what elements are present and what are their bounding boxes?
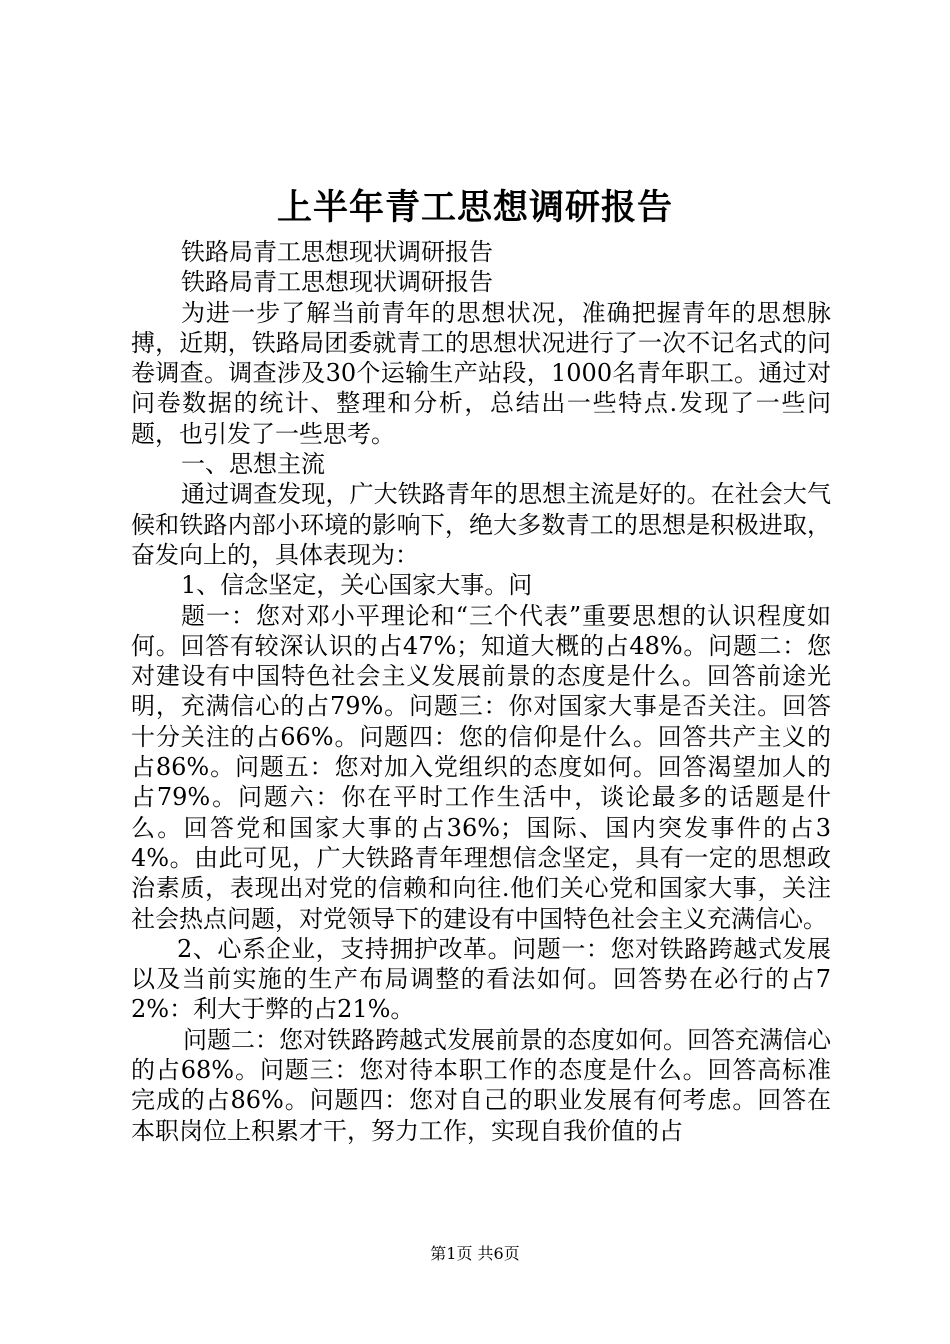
paragraph-intro: 为进一步了解当前青年的思想状况，准确把握青年的思想脉搏，近期，铁路局团委就青工的思想状况进行了一次不记名式的问卷调查。调查涉及30个运输生产站段，1000名青年职工。通过对问卷数据的统计、整理和分析，总结出一些特点.发现了一些问题，也引发了一些思考。 bbox=[131, 298, 831, 448]
paragraph-mainstream: 通过调查发现，广大铁路青年的思想主流是好的。在社会大气候和铁路内部小环境的影响下，绝大多数青工的思想是积极进取，奋发向上的，具体表现为： bbox=[131, 480, 831, 569]
section-heading-mainstream: 一、思想主流 bbox=[181, 450, 325, 479]
paragraph-subtitle-2: 铁路局青工思想现状调研报告 bbox=[181, 268, 493, 297]
subheading-belief: 1、信念坚定，关心国家大事。问 bbox=[181, 571, 533, 600]
paragraph-enterprise-support: 2、心系企业，支持拥护改革。问题一：您对铁路跨越式发展以及当前实施的生产布局调整的看法如何。回答势在必行的占72%：利大于弊的占21%。 bbox=[131, 934, 831, 1024]
document-body bbox=[131, 237, 831, 1146]
paragraph-belief-survey: 题一：您对邓小平理论和“三个代表”重要思想的认识程度如何。回答有较深认识的占47%；知道大概的占48%。问题二：您对建设有中国特色社会主义发展前景的态度是什么。回答前途光明，充满信心的占79%。问题三：你对国家大事是否关注。回答十分关注的占66%。问题四：您的信仰是什么。回答共产主义的占86%。问题五：您对加入党组织的态度如何。回答渴望加人的占79%。问题六：你在平时工作生活中，谈论最多的话题是什么。回答党和国家大事的占36%；国际、国内突发事件的占34%。由此可见，广大铁路青年理想信念坚定，具有一定的思想政治素质，表现出对党的信赖和向往.他们关心党和国家大事，关注社会热点问题，对党领导下的建设有中国特色社会主义充满信心。 bbox=[131, 601, 831, 933]
paragraph-subtitle-1: 铁路局青工思想现状调研报告 bbox=[181, 238, 493, 266]
page-footer: 第1页 共6页 bbox=[430, 1244, 520, 1263]
document-title: 上半年青工思想调研报告 bbox=[276, 187, 673, 228]
paragraph-development-survey: 问题二：您对铁路跨越式发展前景的态度如何。回答充满信心的占68%。问题三：您对待本职工作的态度是什么。回答高标准完成的占86%。问题四：您对自己的职业发展有何考虑。回答在本职岗位上积累才干，努力工作，实现自我价值的占 bbox=[131, 1025, 831, 1145]
